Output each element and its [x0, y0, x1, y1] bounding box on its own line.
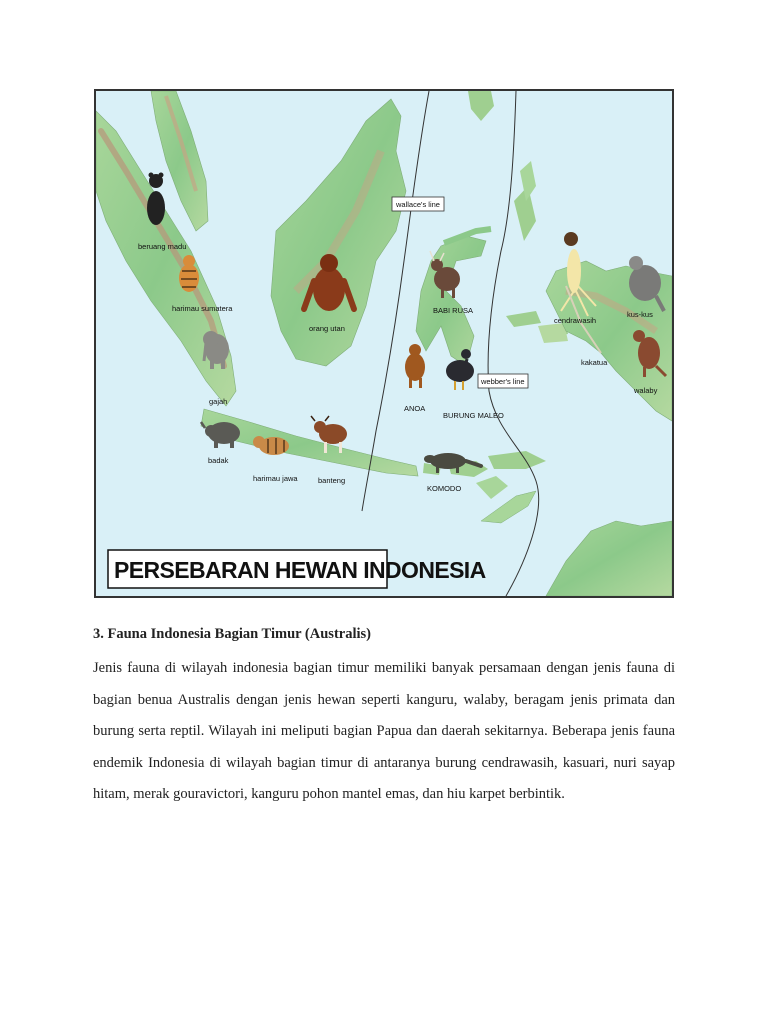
fauna-distribution-map — [94, 89, 674, 598]
label-gajah: gajah — [209, 397, 228, 406]
label-badak: badak — [208, 456, 229, 465]
wallace-line-label: wallace's line — [396, 200, 440, 209]
label-harimau-sumatera: harimau sumatera — [172, 304, 233, 313]
section-paragraph: Jenis fauna di wilayah indonesia bagian timur memiliki banyak persamaan dengan jenis fauna di bagian benua Australis dengan jenis hewan seperti kanguru, walaby, beragam jenis primata dan burung serta reptil. Wilayah ini meliputi bagian Papua dan daerah sekitarnya. Beberapa jenis fauna endemik Indonesia di wilayah bagian timur di antaranya burung cendrawasih, kasuari, nuri sayap hitam, merak gouravictori, kanguru pohon mantel emas, dan hiu karpet berbintik. — [93, 660, 675, 803]
label-anoa: ANOA — [404, 404, 426, 413]
label-banteng: banteng — [318, 476, 346, 485]
label-kakatua: kakatua — [581, 358, 608, 367]
section-heading: 3. Fauna Indonesia Bagian Timur (Australis) — [93, 626, 371, 642]
map-title: PERSEBARAN HEWAN INDONESIA — [114, 557, 486, 583]
label-burung-maleo: BURUNG MALEO — [443, 411, 504, 420]
label-orang-utan: orang utan — [309, 324, 345, 333]
label-beruang-madu: beruang madu — [138, 242, 187, 251]
label-walaby: walaby — [634, 386, 658, 395]
sun-bear-figure — [147, 173, 165, 226]
label-harimau-jawa: harimau jawa — [253, 474, 298, 483]
webber-line-label: webber's line — [481, 377, 525, 386]
label-komodo: KOMODO — [427, 484, 462, 493]
label-babi-rusa: BABI RUSA — [433, 306, 474, 315]
label-kus-kus: kus-kus — [627, 310, 653, 319]
label-cendrawasih: cendrawasih — [554, 316, 597, 325]
